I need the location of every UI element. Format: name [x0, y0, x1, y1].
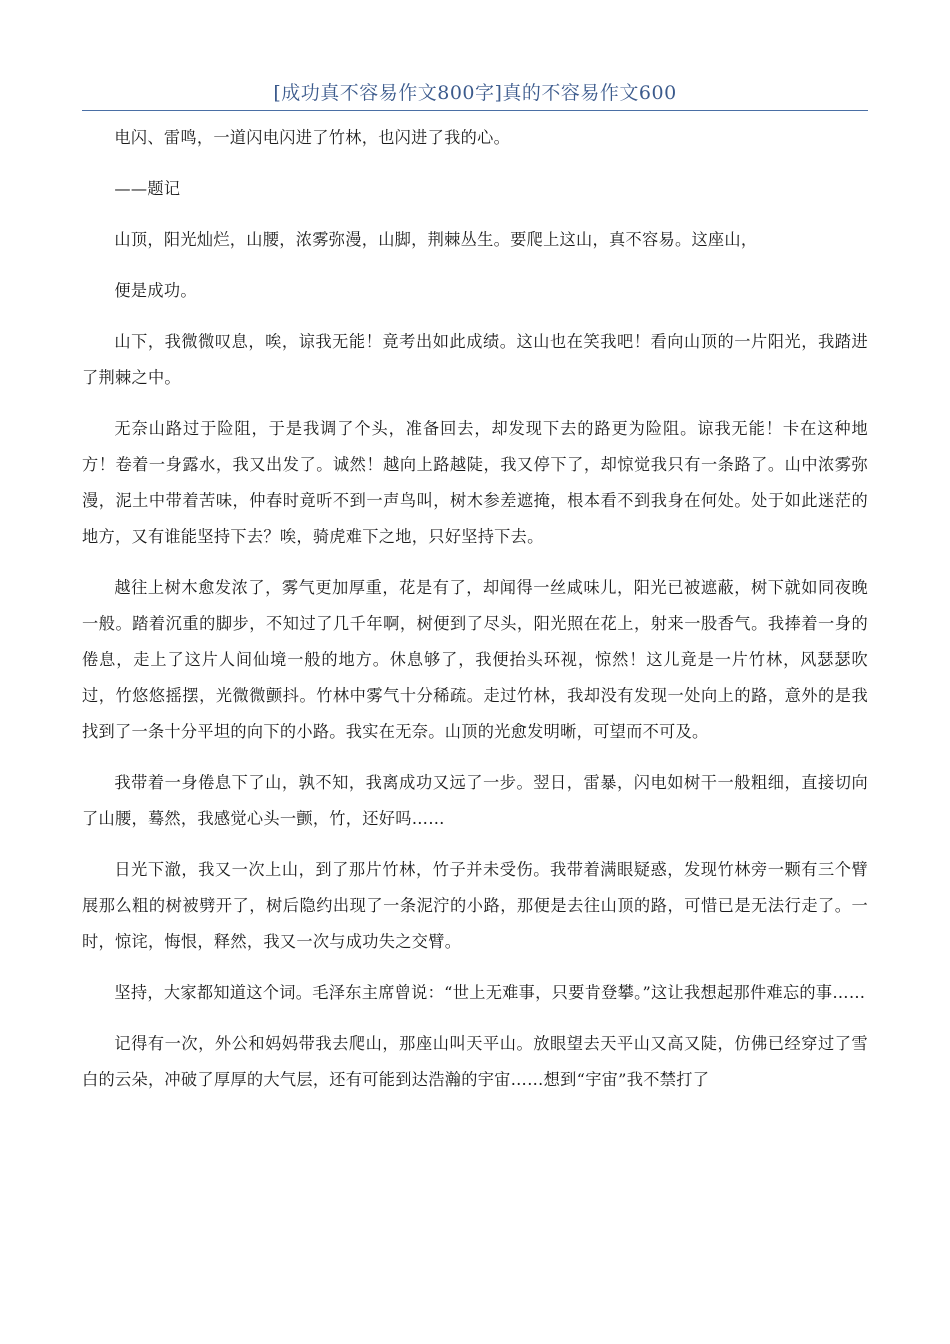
- paragraph: 越往上树木愈发浓了，雾气更加厚重，花是有了，却闻得一丝咸味儿，阳光已被遮蔽，树下就如同夜晚一般。踏着沉重的脚步，不知过了几千年啊，树便到了尽头，阳光照在花上，射来一股香气。我捧着一身的倦息，走上了这片人间仙境一般的地方。休息够了，我便抬头环视，惊然！这儿竟是一片竹林，风瑟瑟吹过，竹悠悠摇摆，光微微颤抖。竹林中雾气十分稀疏。走过竹林，我却没有发现一处向上的路，意外的是我找到了一条十分平坦的向下的小路。我实在无奈。山顶的光愈发明晰，可望而不可及。: [82, 578, 868, 741]
- paragraph: 便是成功。: [114, 281, 197, 300]
- paragraph: 日光下澈，我又一次上山，到了那片竹林，竹子并未受伤。我带着满眼疑惑，发现竹林旁一颗有三个臂展那么粗的树被劈开了，树后隐约出现了一条泥泞的小路，那便是去往山顶的路，可惜已是无法行走了。一时，惊诧，悔恨，释然，我又一次与成功失之交臂。: [82, 860, 868, 951]
- paragraph: 坚持，大家都知道这个词。毛泽东主席曾说：“世上无难事，只要肯登攀。”这让我想起那件难忘的事……: [114, 983, 866, 1002]
- paragraph: 无奈山路过于险阻，于是我调了个头，准备回去，却发现下去的路更为险阻。谅我无能！卡在这种地方！卷着一身露水，我又出发了。诚然！越向上路越陡，我又停下了，却惊觉我只有一条路了。山中浓雾弥漫，泥土中带着苦味，仲春时竟听不到一声鸟叫，树木参差遮掩，根本看不到我身在何处。处于如此迷茫的地方，又有谁能坚持下去？唉，骑虎难下之地，只好坚持下去。: [82, 419, 868, 546]
- paragraph: 山顶，阳光灿烂，山腰，浓雾弥漫，山脚，荆棘丛生。要爬上这山，真不容易。这座山，: [114, 230, 758, 249]
- paragraph: 山下，我微微叹息，唉，谅我无能！竟考出如此成绩。这山也在笑我吧！看向山顶的一片阳光，我踏进了荆棘之中。: [82, 332, 868, 387]
- paragraph-epigraph-label: ——题记: [114, 179, 181, 198]
- paragraph: 我带着一身倦息下了山，孰不知，我离成功又远了一步。翌日，雷暴，闪电如树干一般粗细，直接切向了山腰，蓦然，我感觉心头一颤，竹，还好吗……: [82, 773, 868, 828]
- page-title: [成功真不容易作文800字]真的不容易作文600: [273, 82, 677, 104]
- paragraph: 记得有一次，外公和妈妈带我去爬山，那座山叫天平山。放眼望去天平山又高又陡，仿佛已经穿过了雪白的云朵，冲破了厚厚的大气层，还有可能到达浩瀚的宇宙……想到“宇宙”我不禁打了: [82, 1034, 868, 1089]
- page-header: [82, 78, 868, 111]
- paragraph-epigraph: 电闪、雷鸣，一道闪电闪进了竹林，也闪进了我的心。: [114, 128, 511, 147]
- article-body: [82, 120, 868, 1113]
